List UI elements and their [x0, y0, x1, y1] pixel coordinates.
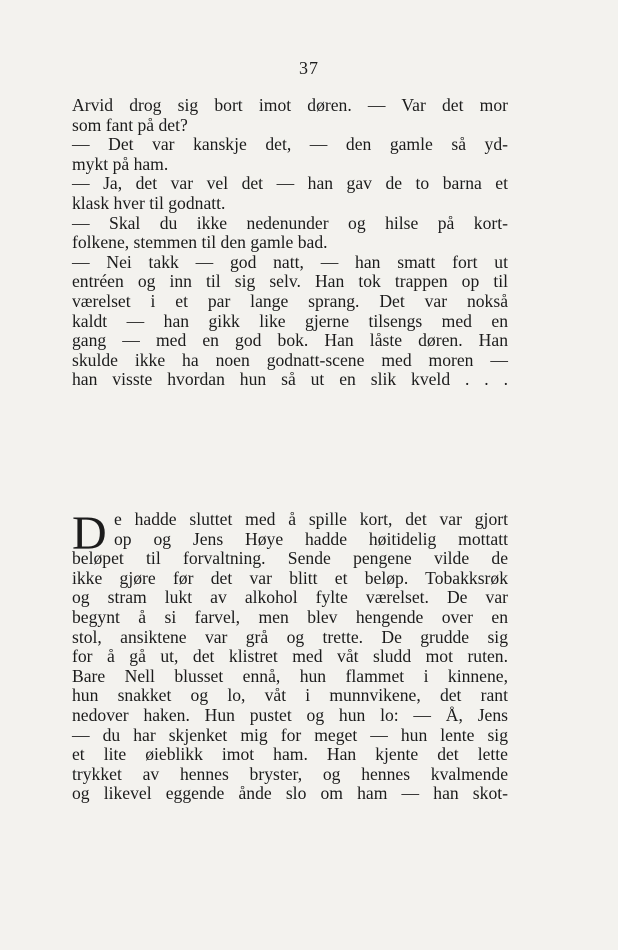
text-line: — Ja, det var vel det — han gav de to barna et	[72, 173, 508, 194]
text-line: gang — med en god bok. Han låste døren. Han	[72, 330, 508, 351]
text-line: nedover haken. Hun pustet og hun lo: — Å, Jens	[72, 704, 508, 725]
text-line: værelset i et par lange sprang. Det var nokså	[72, 290, 508, 311]
text-line: — du har skjenket mig for meget — hun lente sig	[72, 724, 508, 745]
drop-cap: D	[72, 507, 107, 560]
text-line: folkene, stemmen til den gamle bad.	[72, 232, 328, 253]
text-line: mykt på ham.	[72, 153, 169, 174]
text-line: for å gå ut, det klistret med våt sludd mot ruten.	[72, 646, 508, 667]
text-line: — Nei takk — god natt, — han smatt fort ut	[72, 251, 508, 272]
text-line: og stram lukt av alkohol fylte værelset. De var	[72, 587, 508, 608]
text-line: beløpet til forvaltning. Sende pengene vilde de	[72, 548, 508, 569]
text-line: og likevel eggende ånde slo om ham — han skot-	[72, 783, 508, 804]
text-line: — Det var kanskje det, — den gamle så yd-	[72, 134, 508, 155]
text-line: begynt å si farvel, men blev hengende over en	[72, 606, 508, 627]
text-section-2	[72, 507, 508, 804]
text-line: e hadde sluttet med å spille kort, det var gjort	[114, 509, 508, 529]
text-line: klask hver til godnatt.	[72, 192, 226, 213]
text-line: stol, ansiktene var grå og trette. De grudde sig	[72, 626, 508, 647]
text-line: Arvid drog sig bort imot døren. — Var det mor	[72, 95, 508, 115]
text-line: skulde ikke ha noen godnatt-scene med moren —	[72, 349, 508, 370]
text-line: hun snakket og lo, våt i munnvikene, det rant	[72, 685, 508, 706]
text-line: kaldt — han gikk like gjerne tilsengs med en	[72, 310, 508, 331]
text-section-1	[72, 96, 508, 390]
text-line: trykket av hennes bryster, og hennes kvalmende	[72, 763, 508, 784]
text-line: som fant på det?	[72, 114, 188, 135]
text-line: op og Jens Høye hadde høitidelig mottatt	[114, 528, 508, 549]
text-line: ikke gjøre før det var blitt et beløp. Tobakksrøk	[72, 567, 508, 588]
text-line: Bare Nell blusset ennå, hun flammet i kinnene,	[72, 665, 508, 686]
text-line: — Skal du ikke nedenunder og hilse på kort-	[72, 212, 508, 233]
text-line: et lite øieblikk imot ham. Han kjente det lette	[72, 744, 508, 765]
text-line: han visste hvordan hun så ut en slik kveld . . .	[72, 369, 508, 390]
page-number: 37	[299, 58, 319, 78]
text-line: entréen og inn til sig selv. Han tok trappen op til	[72, 271, 508, 292]
